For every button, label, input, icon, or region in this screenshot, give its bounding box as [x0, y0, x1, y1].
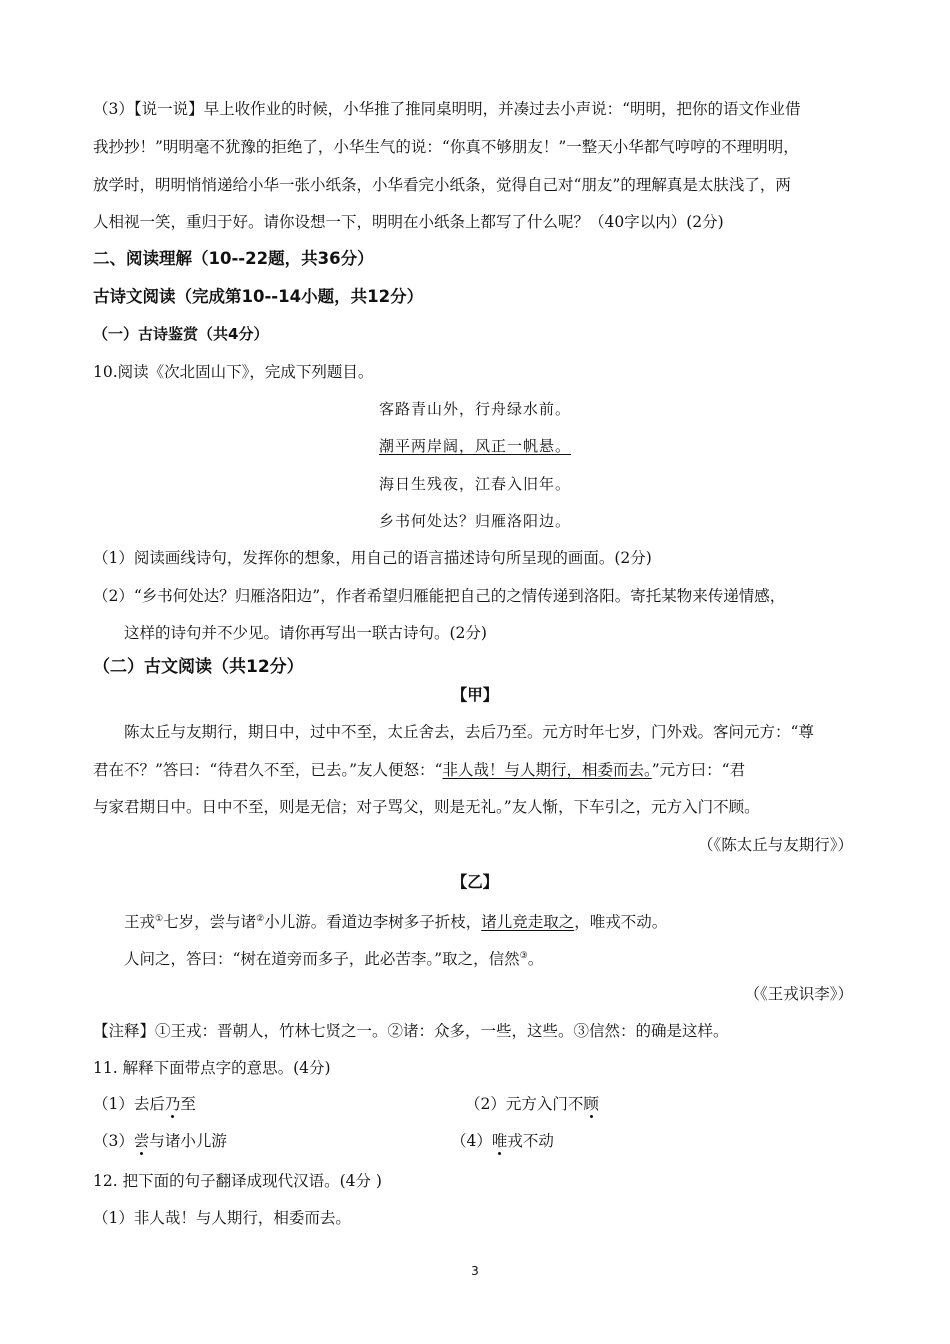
yi-text-3: 小儿游。看道边李树多子折枝， — [264, 913, 482, 932]
q11-item-1-post: 至 — [180, 1095, 196, 1113]
footnote-marker-3: ③ — [519, 951, 528, 961]
jia-line-2-pre: 君在不？”答曰：“待君久不至，已去。”友人便怒：“ — [93, 761, 443, 779]
q9-3-line-4: 人相视一笑，重归于好。请你设想一下，明明在小纸条上都写了什么呢？（40字以内）(2分) — [93, 213, 724, 231]
q11-item-4-pre: （4） — [451, 1132, 492, 1150]
q11-prompt: 11. 解释下面带点字的意思。(4分) — [93, 1059, 331, 1077]
section-2-subtitle: 古诗文阅读（完成第10--14小题，共12分） — [93, 287, 424, 306]
jia-label: 【甲】 — [451, 686, 499, 704]
q11-item-3-pre: （3） — [93, 1132, 134, 1150]
jia-underlined-sentence: 非人哉！与人期行，相委而去。 — [442, 761, 652, 779]
jia-paragraph-line-2 — [93, 759, 745, 781]
jia-paragraph-line-1: 陈太丘与友期行，期日中，过中不至，太丘舍去，去后乃至。元方时年七岁，门外戏。客问元方：“尊 — [124, 723, 814, 741]
jia-source: （《陈太丘与友期行》） — [697, 836, 853, 854]
yi-text-1: 王戎 — [124, 913, 156, 932]
part-2-title: （二）古文阅读（共12分） — [93, 657, 304, 677]
poem-line-3: 海日生残夜，江春入旧年。 — [378, 475, 571, 493]
dotted-character: 顾 — [583, 1095, 599, 1113]
jia-paragraph-line-3: 与家君期日中。日中不至，则是无信；对子骂父，则是无礼。”友人惭，下车引之，元方入门不顾。 — [93, 798, 760, 816]
q10-sub-2-line-1: （2）“乡书何处达？归雁洛阳边”，作者希望归雁能把自己的之情传递到洛阳。寄托某物来传递情感， — [93, 587, 786, 605]
q11-item-4-post: 戎不动 — [507, 1132, 554, 1150]
poem-line-2 — [0, 435, 950, 457]
q11-item-1-pre: （1）去后 — [93, 1095, 165, 1113]
yi-paragraph-line-2 — [124, 945, 543, 970]
yi-text-5: 人问之，答曰：“树在道旁而多子，此必苦李。”取之，信然 — [124, 950, 520, 969]
section-2-title: 二、阅读理解（10--22题，共36分） — [93, 249, 374, 268]
dotted-character: 唯 — [491, 1132, 508, 1150]
footnote-marker-1: ① — [155, 914, 164, 924]
q10-sub-2-line-2: 这样的诗句并不少见。请你再写出一联古诗句。(2分) — [124, 624, 487, 642]
q10-prompt: 10.阅读《次北固山下》，完成下列题目。 — [93, 363, 374, 381]
q11-item-4 — [451, 1130, 554, 1152]
q12-sub-1: （1）非人哉！与人期行，相委而去。 — [93, 1209, 351, 1227]
yi-text-6: 。 — [527, 950, 544, 969]
yi-label: 【乙】 — [451, 873, 499, 891]
jia-line-2-post: ”元方曰：“君 — [651, 761, 746, 779]
dotted-character: 乃 — [164, 1095, 181, 1113]
poem-line-1: 客路青山外，行舟绿水前。 — [378, 400, 571, 418]
q11-item-3 — [93, 1130, 227, 1152]
annotation-notes: 【注释】①王戎：晋朝人，竹林七贤之一。②诸：众多，一些，这些。③信然：的确是这样。 — [93, 1022, 729, 1040]
q9-3-line-2: 我抄抄！”明明毫不犹豫的拒绝了，小华生气的说：“你真不够朋友！”一整天小华都气哼哼的不理明明， — [93, 138, 799, 156]
q11-item-1 — [93, 1093, 196, 1115]
q11-item-2-pre: （2）元方入门不 — [465, 1095, 584, 1113]
dotted-character: 尝 — [133, 1132, 150, 1150]
yi-paragraph-line-1 — [124, 908, 667, 933]
q9-3-line-1: （3）【说一说】早上收作业的时候，小华推了推同桌明明，并凑过去小声说：“明明，把你的语文作业借 — [93, 100, 801, 118]
q11-item-2 — [465, 1093, 599, 1115]
yi-text-4: ，唯戎不动。 — [574, 913, 668, 932]
part-1-title: （一）古诗鉴赏（共4分） — [93, 325, 269, 343]
page-number: 3 — [471, 1264, 479, 1278]
q11-item-3-post: 与诸小儿游 — [149, 1132, 227, 1150]
yi-text-2: 七岁，尝与诸 — [163, 913, 257, 932]
footnote-marker-2: ② — [256, 914, 265, 924]
poem-line-2-underlined: 潮平两岸阔，风正一帆悬。 — [378, 437, 571, 455]
poem-line-4: 乡书何处达？归雁洛阳边。 — [378, 512, 571, 530]
yi-source: （《王戎识李》） — [744, 985, 853, 1003]
yi-underlined-phrase: 诸儿竞走取之 — [481, 913, 575, 932]
q12-prompt: 12. 把下面的句子翻译成现代汉语。(4分 ) — [93, 1172, 382, 1190]
q10-sub-1: （1）阅读画线诗句，发挥你的想象，用自己的语言描述诗句所呈现的画面。(2分) — [93, 549, 652, 567]
q9-3-line-3: 放学时，明明悄悄递给小华一张小纸条，小华看完小纸条，觉得自己对“朋友”的理解真是太肤浅了，两 — [93, 176, 791, 194]
